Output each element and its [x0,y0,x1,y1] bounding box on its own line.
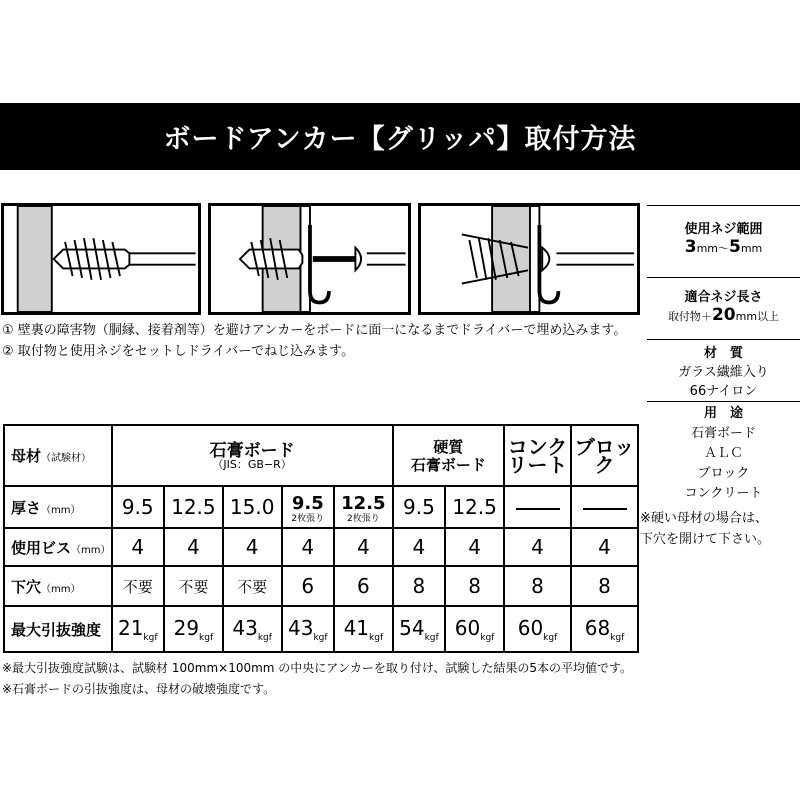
step-2: ② 取付物と使用ネジをセットしドライバーでねじ込みます。 [2,344,355,359]
pilot-cell: 不要 [112,566,164,606]
spec-sidebar [647,205,800,504]
thickness-cell: 12.5 2枚張り [334,486,393,528]
hard-gypsum-header: 硬質 石膏ボード [393,425,504,486]
strength-cell: $43_{kgf}$ [223,606,282,652]
installation-steps [2,320,626,362]
hard-material-note: ※硬い母材の場合は、 下穴を開けて下さい。 [640,511,771,547]
screw-length-label: 適合ネジ長さ [684,290,763,305]
use-item: ブロック [697,466,750,481]
screw-cell: 4 [445,528,504,566]
screw-cell: 4 [112,528,164,566]
pilot-cell: 6 [334,566,393,606]
block-header: ブロック [571,425,638,486]
screw-cell: 4 [164,528,223,566]
material-line-1: ガラス繊維入り [678,365,769,380]
footnote-1: ※最大引抜強度試験は、試験材 100mm×100mm の中央にアンカーを取り付け、試験した結果の5本の平均値です。 [2,661,633,675]
screw-length-block [647,278,800,340]
strength-cell: $60_{kgf}$ [504,606,571,652]
page-title: ボードアンカー【グリッパ】取付方法 [0,103,800,170]
table-row [4,566,638,606]
gypsum-header: 石膏ボード （JIS：GB−R） [112,425,393,486]
thickness-cell: 9.5 [112,486,164,528]
thickness-cell: 9.5 2枚張り [282,486,334,528]
material-line-2: 66ナイロン [689,384,758,399]
screw-cell: 4 [393,528,445,566]
screw-length-value: 取付物＋20mm以上 [667,305,780,325]
thickness-cell [571,486,638,528]
thickness-cell [504,486,571,528]
footnote-2: ※石膏ボードの引抜強度は、母材の破壊強度です。 [2,682,276,696]
spec-table [3,424,639,653]
screw-range-block [647,205,800,278]
footnotes [2,658,632,700]
use-block [647,402,800,504]
thickness-cell: 12.5 [445,486,504,528]
pilot-cell: 不要 [223,566,282,606]
screw-cell: 4 [334,528,393,566]
strength-cell: $60_{kgf}$ [445,606,504,652]
use-item: ＡＬＣ [703,446,743,461]
step-illustration-2 [208,203,411,315]
material-block [647,340,800,402]
pilot-cell: 8 [445,566,504,606]
pilot-cell: 8 [571,566,638,606]
concrete-header: コンクリート [504,425,571,486]
screw-cell: 4 [571,528,638,566]
pilot-cell: 8 [504,566,571,606]
use-label: 用 途 [703,406,743,421]
screw-range-label: 使用ネジ範囲 [684,222,763,237]
thickness-cell: 15.0 [223,486,282,528]
strength-label: 最大引抜強度 [4,606,112,652]
thickness-label: 厚さ（mm） [4,486,112,528]
strength-cell: $29_{kgf}$ [164,606,223,652]
screw-cell: 4 [504,528,571,566]
thickness-cell: 12.5 [164,486,223,528]
pilot-cell: 6 [282,566,334,606]
screw-range-value: 3mm～5mm [684,237,763,257]
use-item: コンクリート [684,486,763,501]
material-label: 材 質 [703,346,743,361]
strength-cell: $21_{kgf}$ [112,606,164,652]
table-row [4,425,638,486]
base-header: 母材（試験材） [4,425,112,486]
pilot-cell: 不要 [164,566,223,606]
table-row [4,606,638,652]
screw-cell: 4 [282,528,334,566]
screw-label: 使用ビス（mm） [4,528,112,566]
strength-cell: $41_{kgf}$ [334,606,393,652]
step-illustration-3 [418,203,640,315]
step-1: ① 壁裏の障害物（胴縁、接着剤等）を避けアンカーをボードに面一になるまでドライバーで埋め込みます。 [2,323,627,338]
pilot-cell: 8 [393,566,445,606]
table-row [4,528,638,566]
strength-cell: $54_{kgf}$ [393,606,445,652]
thickness-cell: 9.5 [393,486,445,528]
strength-cell: $68_{kgf}$ [571,606,638,652]
table-row [4,486,638,528]
screw-cell: 4 [223,528,282,566]
use-item: 石膏ボード [690,426,756,441]
strength-cell: $43_{kgf}$ [282,606,334,652]
step-illustration-1 [1,203,201,315]
pilot-label: 下穴（mm） [4,566,112,606]
